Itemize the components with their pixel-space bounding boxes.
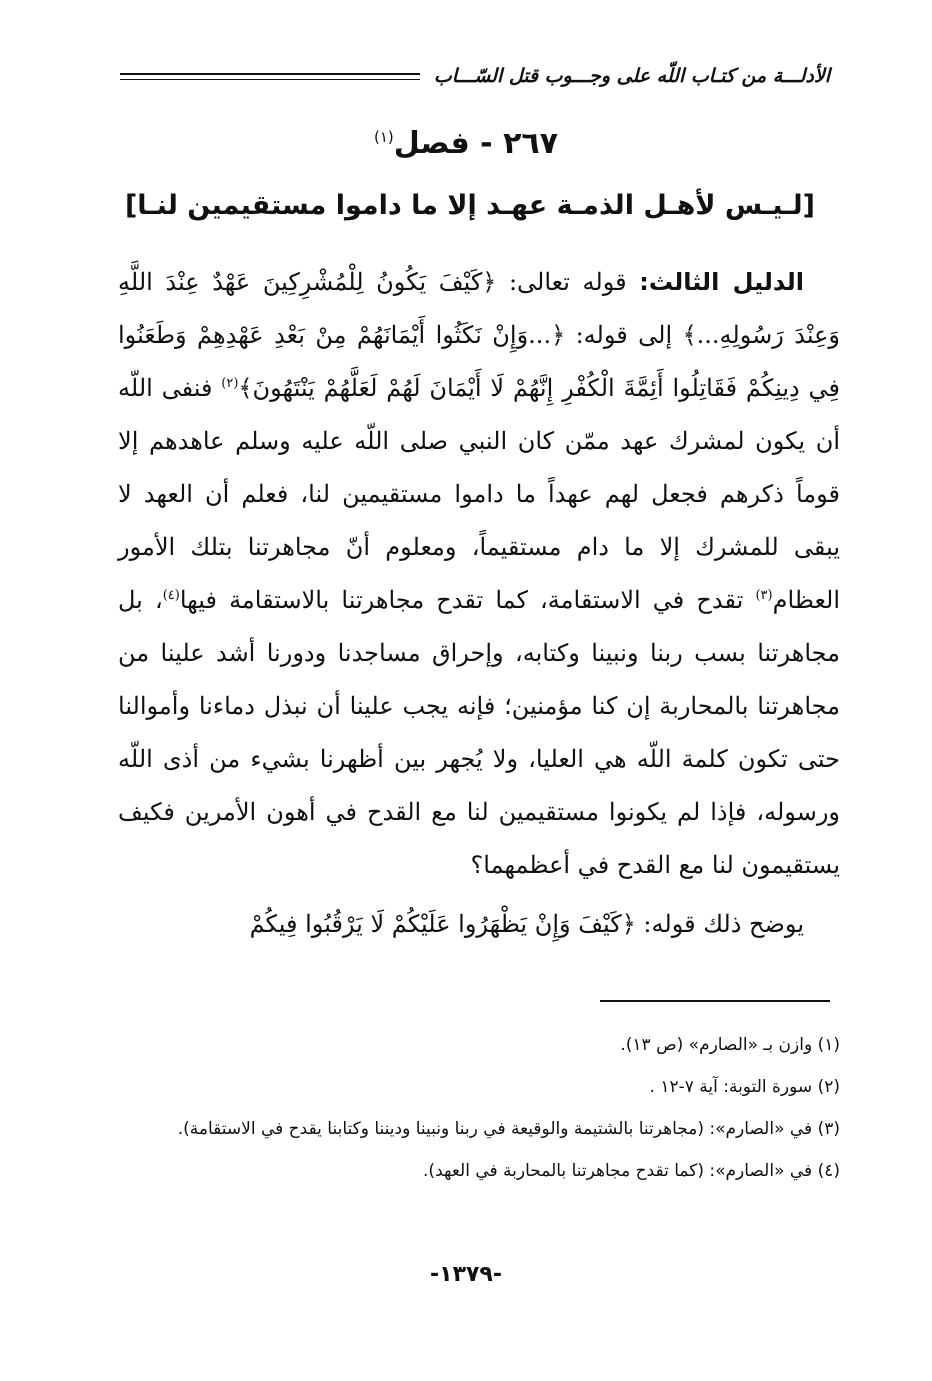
footnote-2: (٢) سورة التوبة: آية ٧-١٢ . xyxy=(649,1077,840,1097)
chapter-title xyxy=(0,126,932,161)
paragraph-2 xyxy=(118,898,840,951)
footnote-ref-3: (٣) xyxy=(755,588,773,603)
footnote-separator xyxy=(600,1000,830,1002)
paragraph-2-intro: يوضح ذلك قوله: xyxy=(635,910,804,938)
paragraph-text-a: فنفى اللّه أن يكون لمشرك عهد ممّن كان النبي صلى اللّه عليه وسلم عاهدهم إلا قوماً ذكرهم فجعل لهم عهداً ما داموا مستقيمين لنا، فعلم أن العهد لا يبقى للمشرك إلا ما دام مستقيماً، ومعلوم أنّ مجاهرتنا بتلك الأمور العظام xyxy=(118,374,840,614)
section-title: [لـيـس لأهـل الذمـة عهـد إلا ما داموا مستقيمين لنـا] xyxy=(124,190,816,221)
paragraph-text-b: تقدح في الاستقامة، كما تقدح مجاهرتنا بالاستقامة فيها xyxy=(179,586,756,614)
footnote-3: (٣) في «الصارم»: (مجاهرتنا بالشتيمة والوقيعة في ربنا ونبينا وديننا وكتابنا يقدح في الاستقامة). xyxy=(177,1119,840,1139)
paragraph-lead: الدليل الثالث: xyxy=(639,268,804,296)
page-number: -١٣٧٩- xyxy=(430,1262,502,1287)
footnote-ref-2: (٢) xyxy=(221,376,239,391)
quote-intro: قوله تعالى: xyxy=(496,268,640,296)
footnote-1: (١) وازن بـ «الصارم» (ص ١٣). xyxy=(620,1035,840,1055)
running-header xyxy=(120,56,830,96)
header-rule xyxy=(120,73,420,80)
running-title: الأدلـــة من كتـاب اللّه على وجـــوب قتل السّـــاب xyxy=(433,65,830,87)
quran-quote-3: ﴿كَيْفَ وَإِنْ يَظْهَرُوا عَلَيْكُمْ لَا يَرْقُبُوا فِيكُمْ xyxy=(249,910,636,938)
paragraph-text-c: ، بل مجاهرتنا بسب ربنا ونبينا وكتابه، وإحراق مساجدنا ودورنا أشد علينا من مجاهرتنا بالمحاربة إن كنا مؤمنين؛ فإنه يجب علينا أن نبذل دماءنا وأموالنا حتى تكون كلمة اللّه هي العليا، ولا يُجهر بين أظهرنا بشيء من أذى اللّه ورسوله، فإذا لم يكونوا مستقيمين لنا مع القدح في أهون الأمرين فكيف يستقيمون لنا مع القدح في أعظمهما؟ xyxy=(118,586,841,879)
paragraph-1 xyxy=(118,256,840,892)
quran-quote-1: ﴿كَيْفَ يَكُونُ لِلْمُشْرِكِينَ عَهْدٌ عِنْدَ اللَّهِ وَعِنْدَ رَسُولِهِ...﴾ xyxy=(118,268,841,349)
footnote-4: (٤) في «الصارم»: (كما تقدح مجاهرتنا بالمحاربة في العهد). xyxy=(423,1161,840,1181)
footnote-ref-4: (٤) xyxy=(162,588,180,603)
quote-connector: إلى قوله: xyxy=(565,321,683,349)
footnotes xyxy=(118,1026,840,1194)
chapter-number-title: ٢٦٧ - فصل xyxy=(393,126,559,161)
body-text xyxy=(118,256,840,951)
quran-quote-2: ﴿...وَإِنْ نَكَثُوا أَيْمَانَهُمْ مِنْ بَعْدِ عَهْدِهِمْ وَطَعَنُوا فِي دِينِكُمْ فَقَاتِلُوا أَئِمَّةَ الْكُفْرِ إِنَّهُمْ لَا أَيْمَانَ لَهُمْ لَعَلَّهُمْ يَنْتَهُونَ﴾ xyxy=(118,321,840,402)
chapter-footnote-mark: (١) xyxy=(373,128,394,146)
